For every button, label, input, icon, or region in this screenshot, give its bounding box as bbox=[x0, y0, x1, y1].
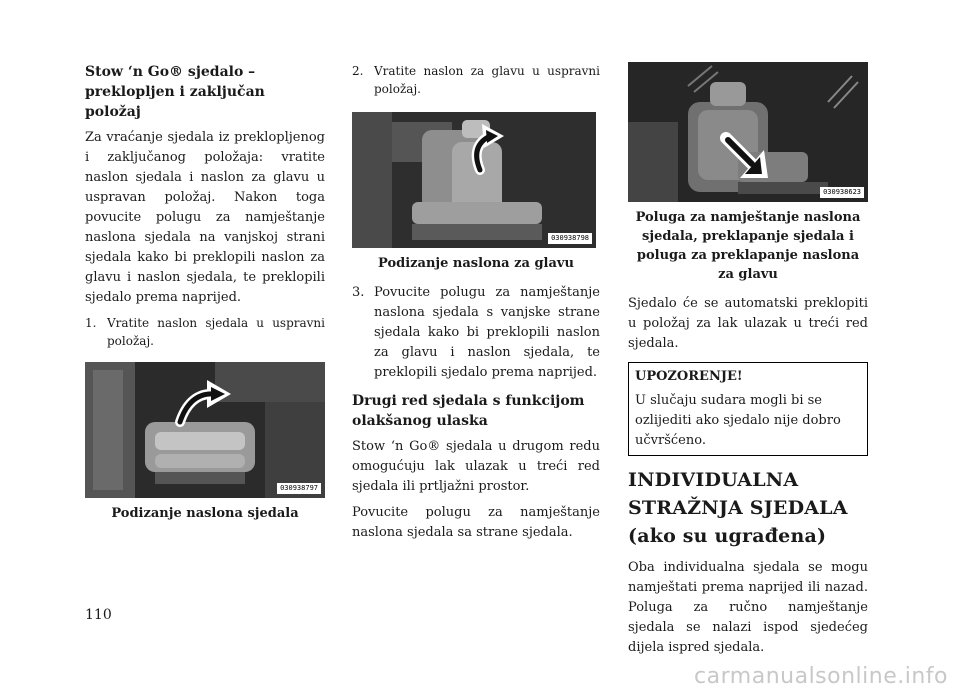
step-2 bbox=[352, 62, 600, 98]
section-heading-stow-n-go: Stow ‘n Go® sjedalo – preklopljen i zaključan položaj bbox=[85, 64, 265, 120]
column-left bbox=[85, 62, 325, 533]
step-text: Povucite polugu za namještanje naslona sjedala s vanjske strane sjedala kako bi preklopili naslon za glavu i naslon sjedala, te preklopili sjedalo prema naprijed. bbox=[374, 285, 600, 380]
warning-text: U slučaju sudara mogli bi se ozlijediti ako sjedalo nije dobro učvršćeno. bbox=[635, 393, 841, 448]
watermark: carmanualsonline.info bbox=[694, 664, 948, 689]
step-number: 2. bbox=[352, 64, 364, 78]
step-3 bbox=[352, 283, 600, 383]
figure-headrest-raise bbox=[352, 112, 596, 248]
step-text: Vratite naslon za glavu u uspravni položaj. bbox=[374, 64, 600, 96]
section-title-rear-seats: INDIVIDUALNA STRAŽNJA SJEDALA (ako su ugrađena) bbox=[628, 469, 848, 547]
step-1 bbox=[85, 314, 325, 350]
warning-box bbox=[628, 362, 868, 456]
figure-code: 030938798 bbox=[548, 233, 592, 244]
warning-title: UPOZORENJE! bbox=[635, 369, 743, 384]
paragraph-auto-fold: Sjedalo će se automatski preklopiti u položaj za lak ulazak u treći red sjedala. bbox=[628, 296, 868, 351]
figure-caption: Poluga za namještanje naslona sjedala, preklapanje sjedala i poluga za preklapanje naslona za glavu bbox=[635, 210, 861, 282]
column-right bbox=[628, 62, 868, 664]
section-heading-easy-entry: Drugi red sjedala s funkcijom olakšanog ulaska bbox=[352, 393, 585, 429]
step-text: Vratite naslon sjedala u uspravni položaj. bbox=[107, 316, 325, 348]
step-number: 3. bbox=[352, 285, 365, 300]
column-middle bbox=[352, 62, 600, 549]
headrest-illustration bbox=[352, 112, 596, 248]
figure-caption: Podizanje naslona za glavu bbox=[378, 256, 574, 271]
figure-code: 030938797 bbox=[277, 483, 321, 494]
figure-code: 030938623 bbox=[820, 187, 864, 198]
paragraph-return-seat: Za vraćanje sjedala iz preklopljenog i zaključanog položaja: vratite naslon sjedala i naslon za glavu u uspravan položaj. Nakon toga povucite polugu za namještanje naslona sjedala na vanjskoj strani sjedala kako bi preklopili naslon za glavu i naslon sjedala, te preklopili sjedalo prema naprijed. bbox=[85, 130, 325, 305]
paragraph-rear-seats: Oba individualna sjedala se mogu namještati prema naprijed ili nazad. Poluga za ručno namještanje sjedala se nalazi ispod sjedećeg dijela ispred sjedala. bbox=[628, 560, 868, 655]
figure-lever bbox=[628, 62, 868, 202]
step-number: 1. bbox=[85, 316, 97, 330]
lever-illustration bbox=[628, 62, 868, 202]
paragraph-easy-entry: Stow ‘n Go® sjedala u drugom redu omogućuju lak ulazak u treći red sjedala ili prtljažni prostor. bbox=[352, 439, 600, 494]
figure-caption: Podizanje naslona sjedala bbox=[111, 506, 299, 521]
page-number: 110 bbox=[85, 607, 112, 623]
seat-illustration bbox=[85, 362, 325, 498]
figure-seatback-raise bbox=[85, 362, 325, 498]
paragraph-pull-lever: Povucite polugu za namještanje naslona sjedala sa strane sjedala. bbox=[352, 505, 600, 540]
